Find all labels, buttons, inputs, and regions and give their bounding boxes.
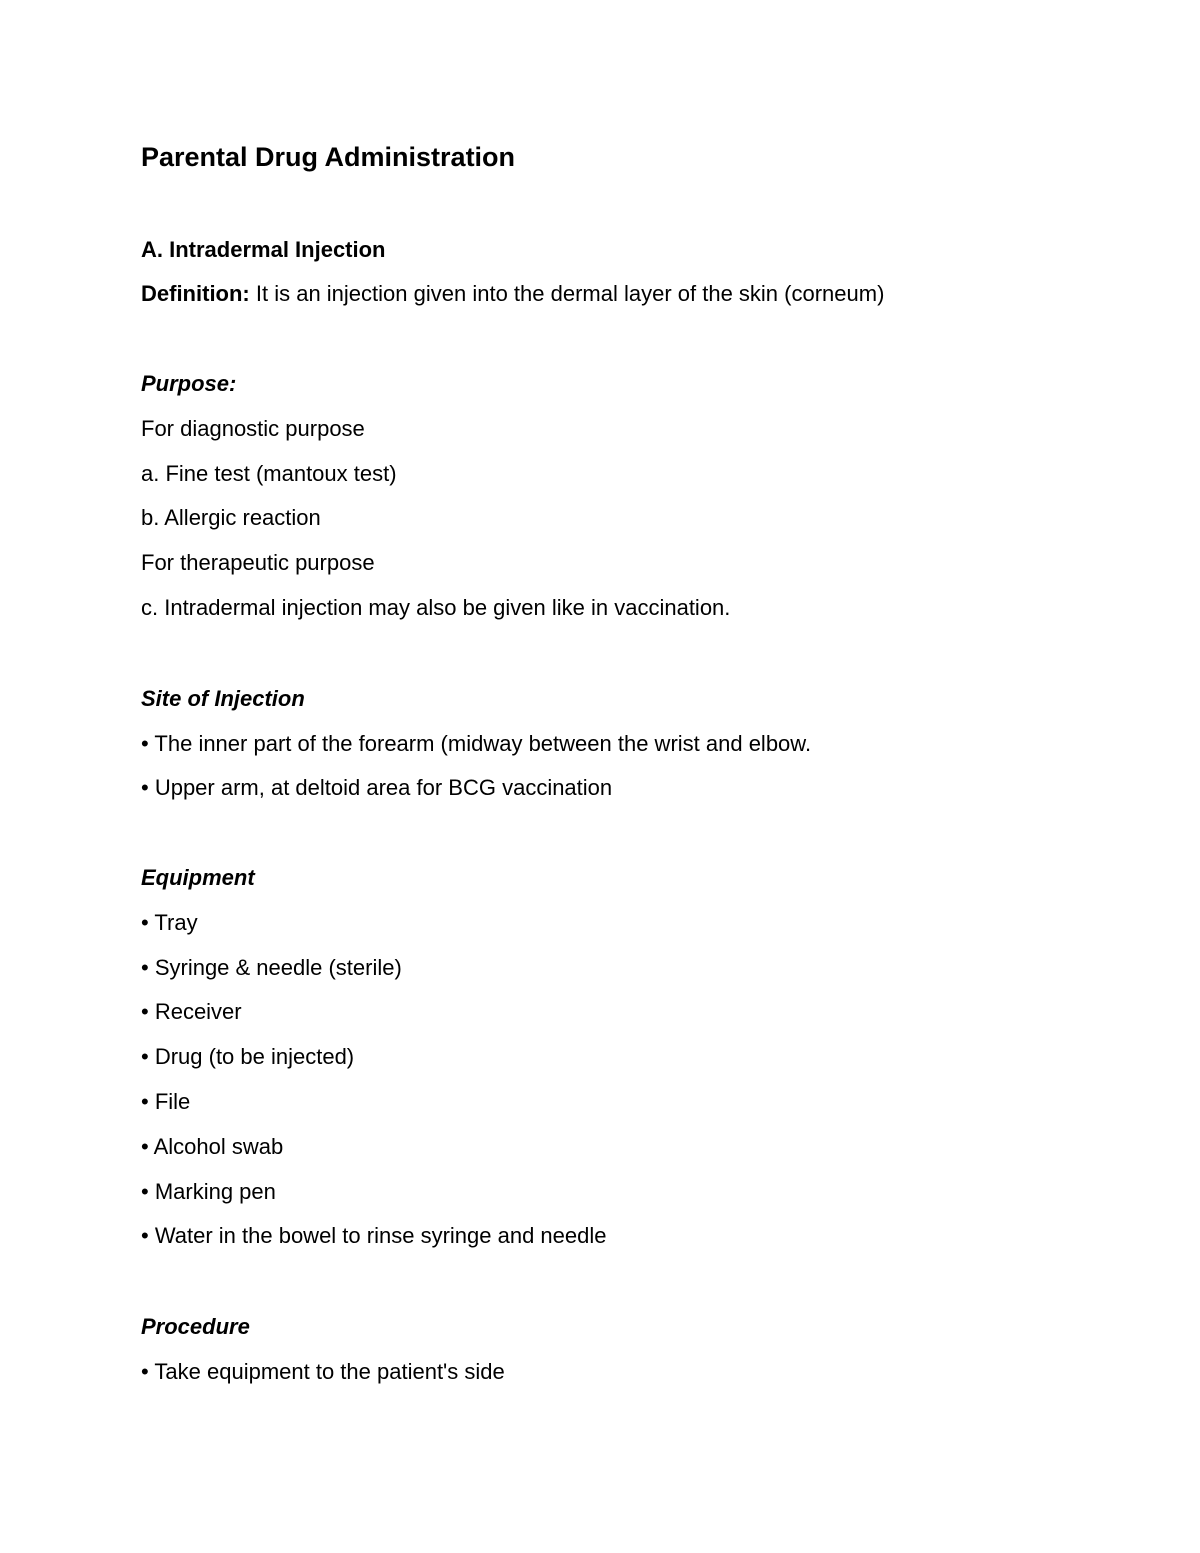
site-item: • The inner part of the forearm (midway between the wrist and elbow. xyxy=(141,731,812,756)
equipment-item: • Marking pen xyxy=(141,1179,276,1204)
equipment-item: • Receiver xyxy=(141,999,242,1024)
equipment-item: • Water in the bowel to rinse syringe and needle xyxy=(141,1223,607,1248)
site-heading: Site of Injection xyxy=(141,686,305,711)
equipment-item: • Alcohol swab xyxy=(141,1134,284,1159)
definition-label: Definition: xyxy=(141,281,250,306)
purpose-heading: Purpose: xyxy=(141,371,237,396)
equipment-item: • Drug (to be injected) xyxy=(141,1044,355,1069)
definition-text: It is an injection given into the dermal layer of the skin (corneum) xyxy=(249,281,885,306)
equipment-item: • File xyxy=(141,1089,191,1114)
procedure-item: • Take equipment to the patient's side xyxy=(141,1359,505,1384)
equipment-heading: Equipment xyxy=(141,865,255,890)
page-title: Parental Drug Administration xyxy=(141,142,516,172)
purpose-line: b. Allergic reaction xyxy=(141,505,321,530)
equipment-item: • Syringe & needle (sterile) xyxy=(141,955,402,980)
site-item: • Upper arm, at deltoid area for BCG vaccination xyxy=(141,775,613,800)
purpose-line: For diagnostic purpose xyxy=(141,416,365,441)
purpose-line: For therapeutic purpose xyxy=(141,550,375,575)
section-heading-intradermal: A. Intradermal Injection xyxy=(141,237,386,262)
equipment-item: • Tray xyxy=(141,910,198,935)
procedure-heading: Procedure xyxy=(141,1314,250,1339)
purpose-line: a. Fine test (mantoux test) xyxy=(141,461,397,486)
purpose-line: c. Intradermal injection may also be given like in vaccination. xyxy=(141,595,731,620)
definition-line xyxy=(141,281,884,307)
